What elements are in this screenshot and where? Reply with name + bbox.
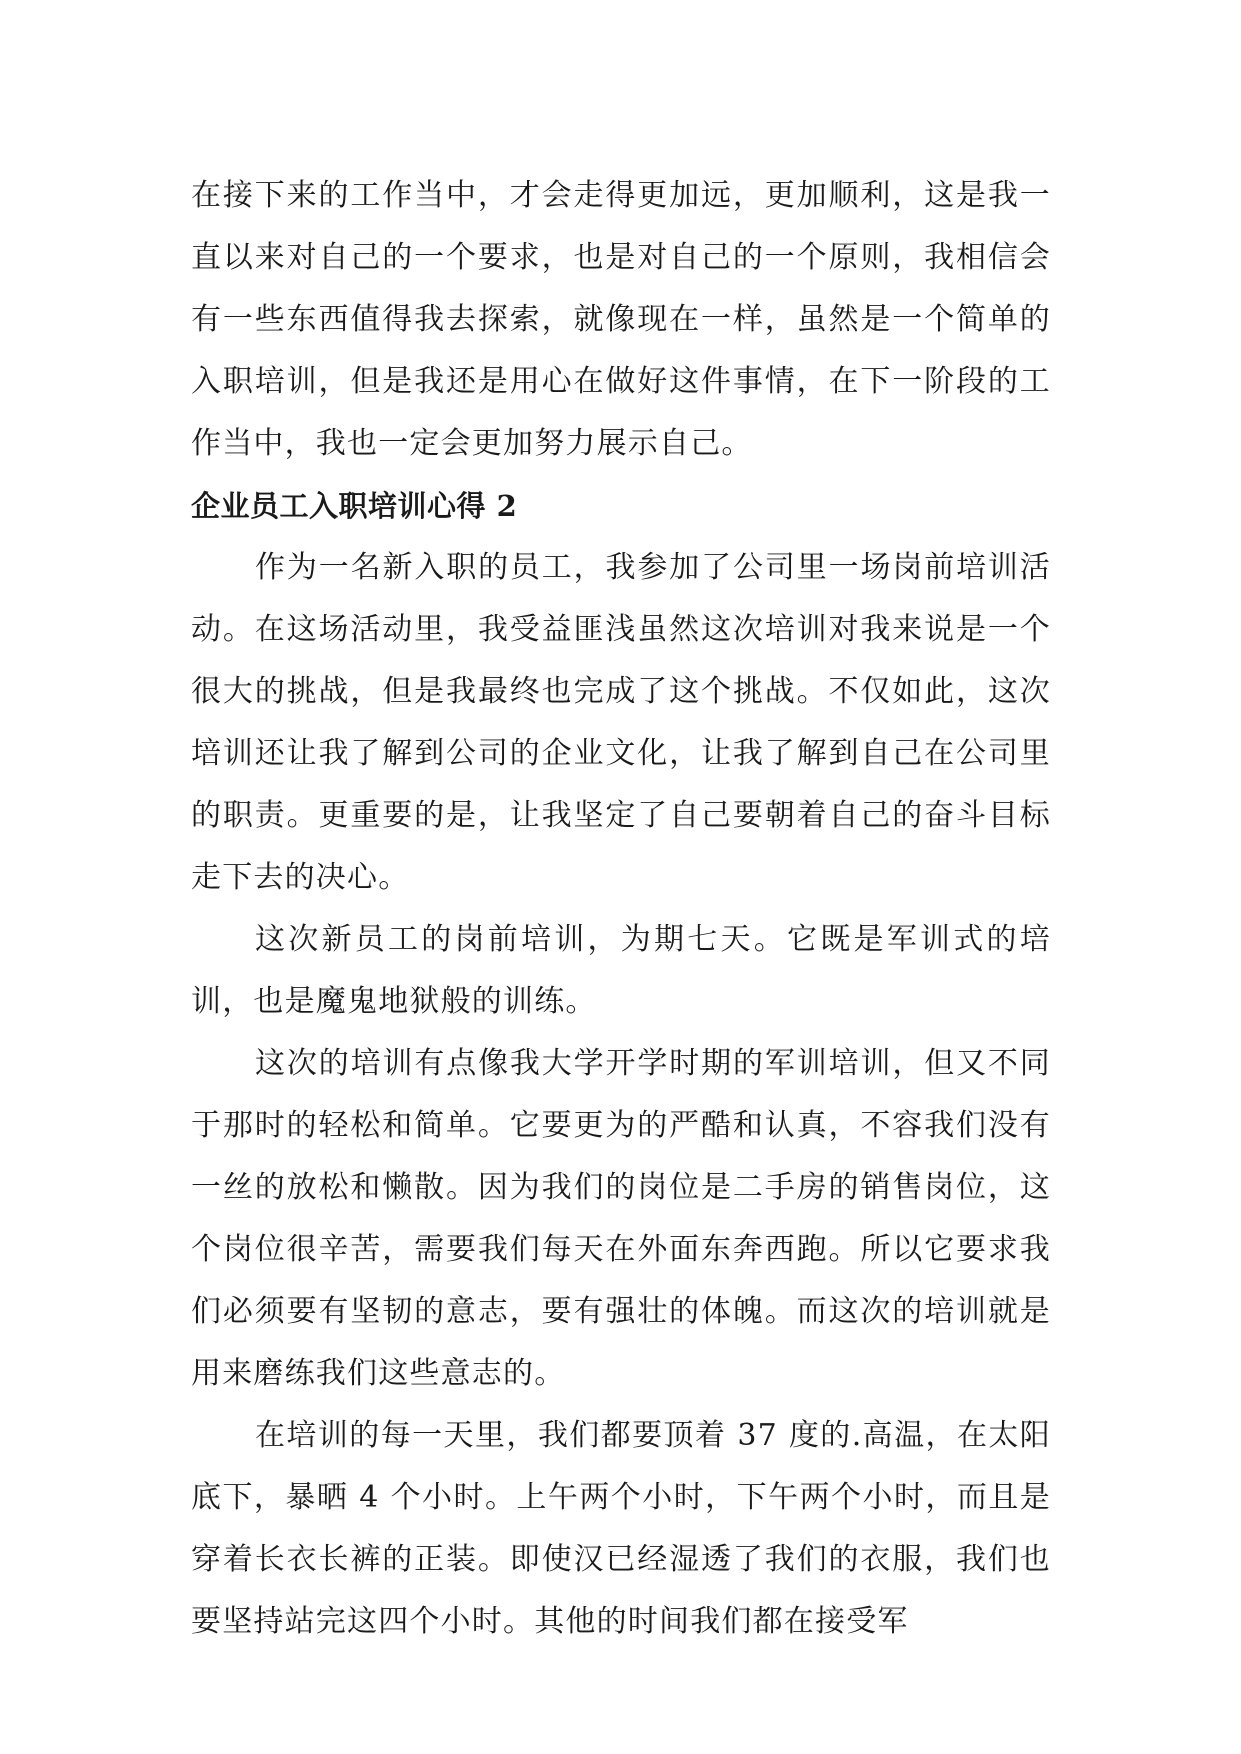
paragraph-daily-training: 在培训的每一天里，我们都要顶着 37 度的.高温，在太阳底下，暴晒 4 个小时。上午两个小时，下午两个小时，而且是穿着长衣长裤的正装。即使汉已经湿透了我们的衣服，我们也要坚持站完这四个小时。其他的时间我们都在接受军 xyxy=(191,1418,1051,1639)
paragraph-comparison: 这次的培训有点像我大学开学时期的军训培训，但又不同于那时的轻松和简单。它要更为的严酷和认真，不容我们没有一丝的放松和懒散。因为我们的岗位是二手房的销售岗位，这个岗位很辛苦，需要我们每天在外面东奔西跑。所以它要求我们必须要有坚韧的意志，要有强壮的体魄。而这次的培训就是用来磨练我们这些意志的。 xyxy=(191,1046,1051,1391)
section-heading: 企业员工入职培训心得 2 xyxy=(191,489,518,523)
document-body xyxy=(191,165,1051,1653)
paragraph-intro: 作为一名新入职的员工，我参加了公司里一场岗前培训活动。在这场活动里，我受益匪浅虽然这次培训对我来说是一个很大的挑战，但是我最终也完成了这个挑战。不仅如此，这次培训还让我了解到公司的企业文化，让我了解到自己在公司里的职责。更重要的是，让我坚定了自己要朝着自己的奋斗目标走下去的决心。 xyxy=(191,550,1051,895)
paragraph-duration: 这次新员工的岗前培训，为期七天。它既是军训式的培训，也是魔鬼地狱般的训练。 xyxy=(191,922,1051,1019)
paragraph-continuation: 在接下来的工作当中，才会走得更加远，更加顺利，这是我一直以来对自己的一个要求，也是对自己的一个原则，我相信会有一些东西值得我去探索，就像现在一样，虽然是一个简单的入职培训，但是我还是用心在做好这件事情，在下一阶段的工作当中，我也一定会更加努力展示自己。 xyxy=(191,178,1051,461)
